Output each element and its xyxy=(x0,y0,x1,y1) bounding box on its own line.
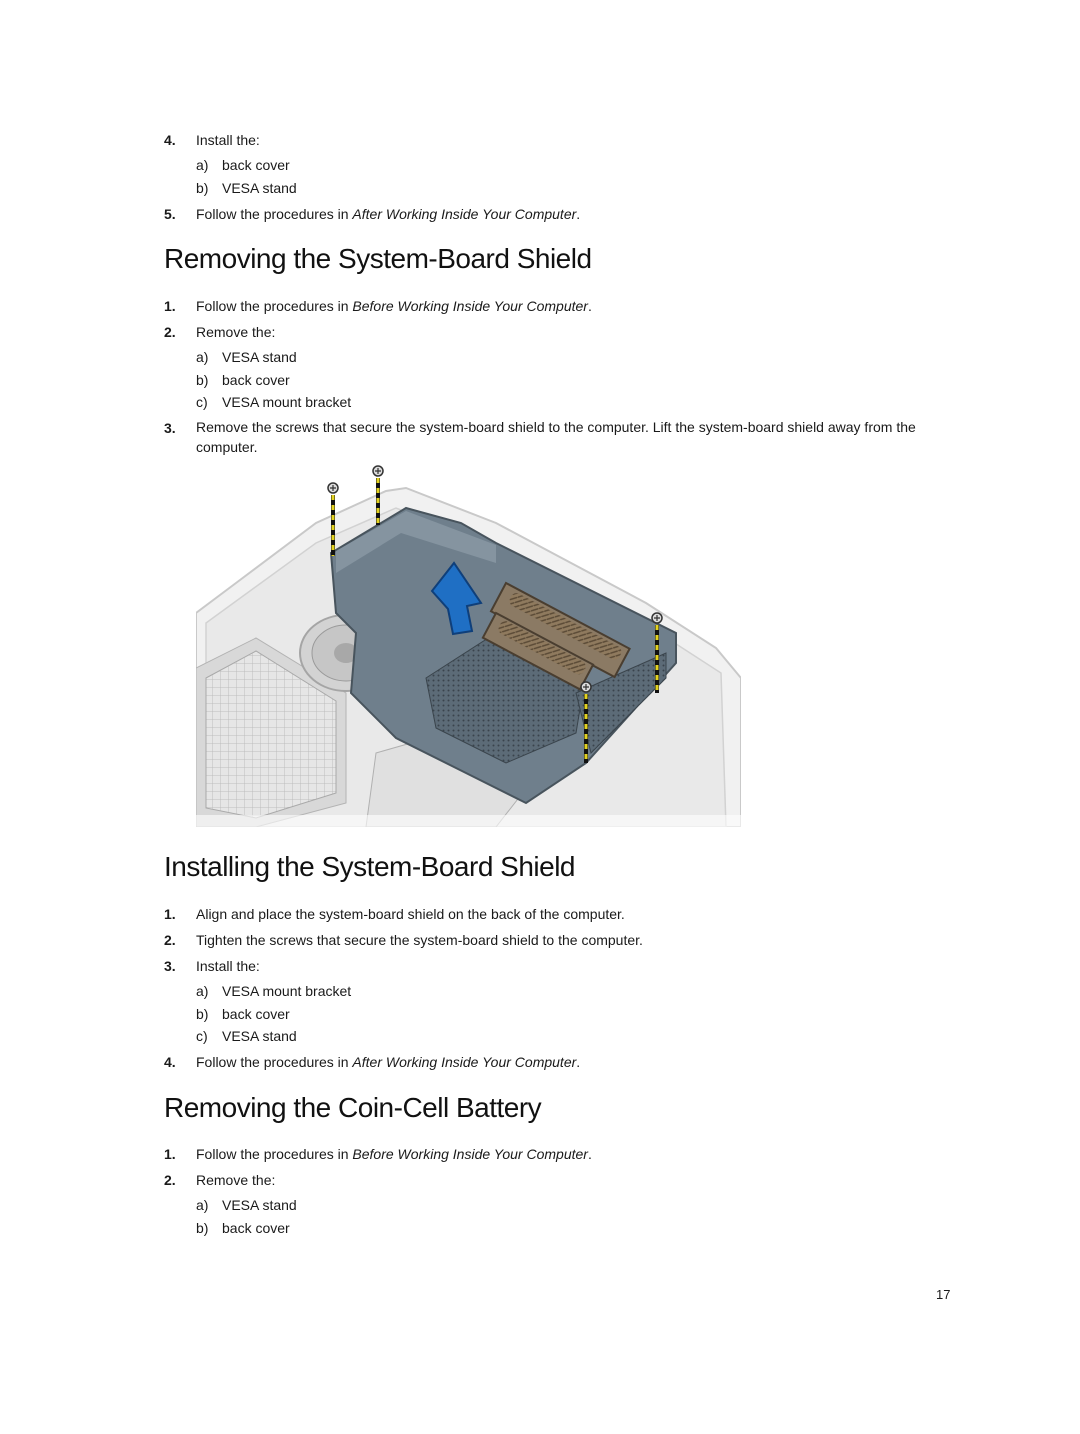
step-number: 1. xyxy=(164,1146,176,1162)
text-prefix: Follow the procedures in xyxy=(196,1146,353,1162)
sub-item: back cover xyxy=(222,1006,290,1022)
sub-item: VESA stand xyxy=(222,349,297,365)
sub-item: VESA mount bracket xyxy=(222,983,352,999)
cross-reference-link[interactable]: After Working Inside Your Computer xyxy=(352,1054,577,1070)
step-number: 2. xyxy=(164,1172,176,1188)
text-prefix: Follow the procedures in xyxy=(196,298,353,314)
sub-letter: b) xyxy=(196,180,209,196)
text-suffix: . xyxy=(576,1054,581,1070)
sub-item: VESA mount bracket xyxy=(222,394,352,410)
cross-reference-link[interactable]: After Working Inside Your Computer xyxy=(352,206,577,222)
section-heading: Removing the Coin-Cell Battery xyxy=(164,1092,542,1123)
sub-letter: c) xyxy=(196,1028,208,1044)
step-text xyxy=(196,298,592,314)
text-prefix: Follow the procedures in xyxy=(196,1054,353,1070)
section-heading: Removing the System-Board Shield xyxy=(164,243,592,274)
step-number: 1. xyxy=(164,298,176,314)
sub-letter: c) xyxy=(196,394,208,410)
step-number: 1. xyxy=(164,906,176,922)
step-text xyxy=(196,1054,580,1070)
sub-item: VESA stand xyxy=(222,1197,297,1213)
sub-item: VESA stand xyxy=(222,1028,297,1044)
text-suffix: . xyxy=(587,298,592,314)
step-text: Tighten the screws that secure the system-board shield to the computer. xyxy=(196,932,643,948)
step-text: Install the: xyxy=(196,958,260,974)
system-board-shield-illustration xyxy=(196,463,741,827)
step-text: Remove the screws that secure the system-board shield to the computer. Lift the system-board shield away from the computer. xyxy=(196,419,916,455)
step-text xyxy=(196,1146,592,1162)
step-text: Install the: xyxy=(196,132,260,148)
page-number: 17 xyxy=(936,1287,951,1302)
cross-reference-link[interactable]: Before Working Inside Your Computer xyxy=(352,298,588,314)
step-number: 4. xyxy=(164,1054,176,1070)
text-suffix: . xyxy=(587,1146,592,1162)
sub-letter: b) xyxy=(196,372,209,388)
step-text: Remove the: xyxy=(196,1172,276,1188)
step-text xyxy=(196,206,580,222)
text-suffix: . xyxy=(576,206,581,222)
sub-letter: a) xyxy=(196,349,209,365)
sub-letter: a) xyxy=(196,157,209,173)
section-heading: Installing the System-Board Shield xyxy=(164,851,575,882)
step-text: Align and place the system-board shield on the back of the computer. xyxy=(196,906,625,922)
step-number: 3. xyxy=(164,958,176,974)
sub-letter: b) xyxy=(196,1006,209,1022)
cross-reference-link[interactable]: Before Working Inside Your Computer xyxy=(352,1146,588,1162)
step-number: 3. xyxy=(164,420,176,436)
sub-item: back cover xyxy=(222,157,290,173)
step-text: Remove the: xyxy=(196,324,276,340)
step-number: 2. xyxy=(164,932,176,948)
sub-item: back cover xyxy=(222,372,290,388)
sub-letter: a) xyxy=(196,1197,209,1213)
step-number: 5. xyxy=(164,206,176,222)
sub-letter: a) xyxy=(196,983,209,999)
step-number: 4. xyxy=(164,132,176,148)
sub-letter: b) xyxy=(196,1220,209,1236)
sub-item: VESA stand xyxy=(222,180,297,196)
sub-item: back cover xyxy=(222,1220,290,1236)
text-prefix: Follow the procedures in xyxy=(196,206,353,222)
step-number: 2. xyxy=(164,324,176,340)
